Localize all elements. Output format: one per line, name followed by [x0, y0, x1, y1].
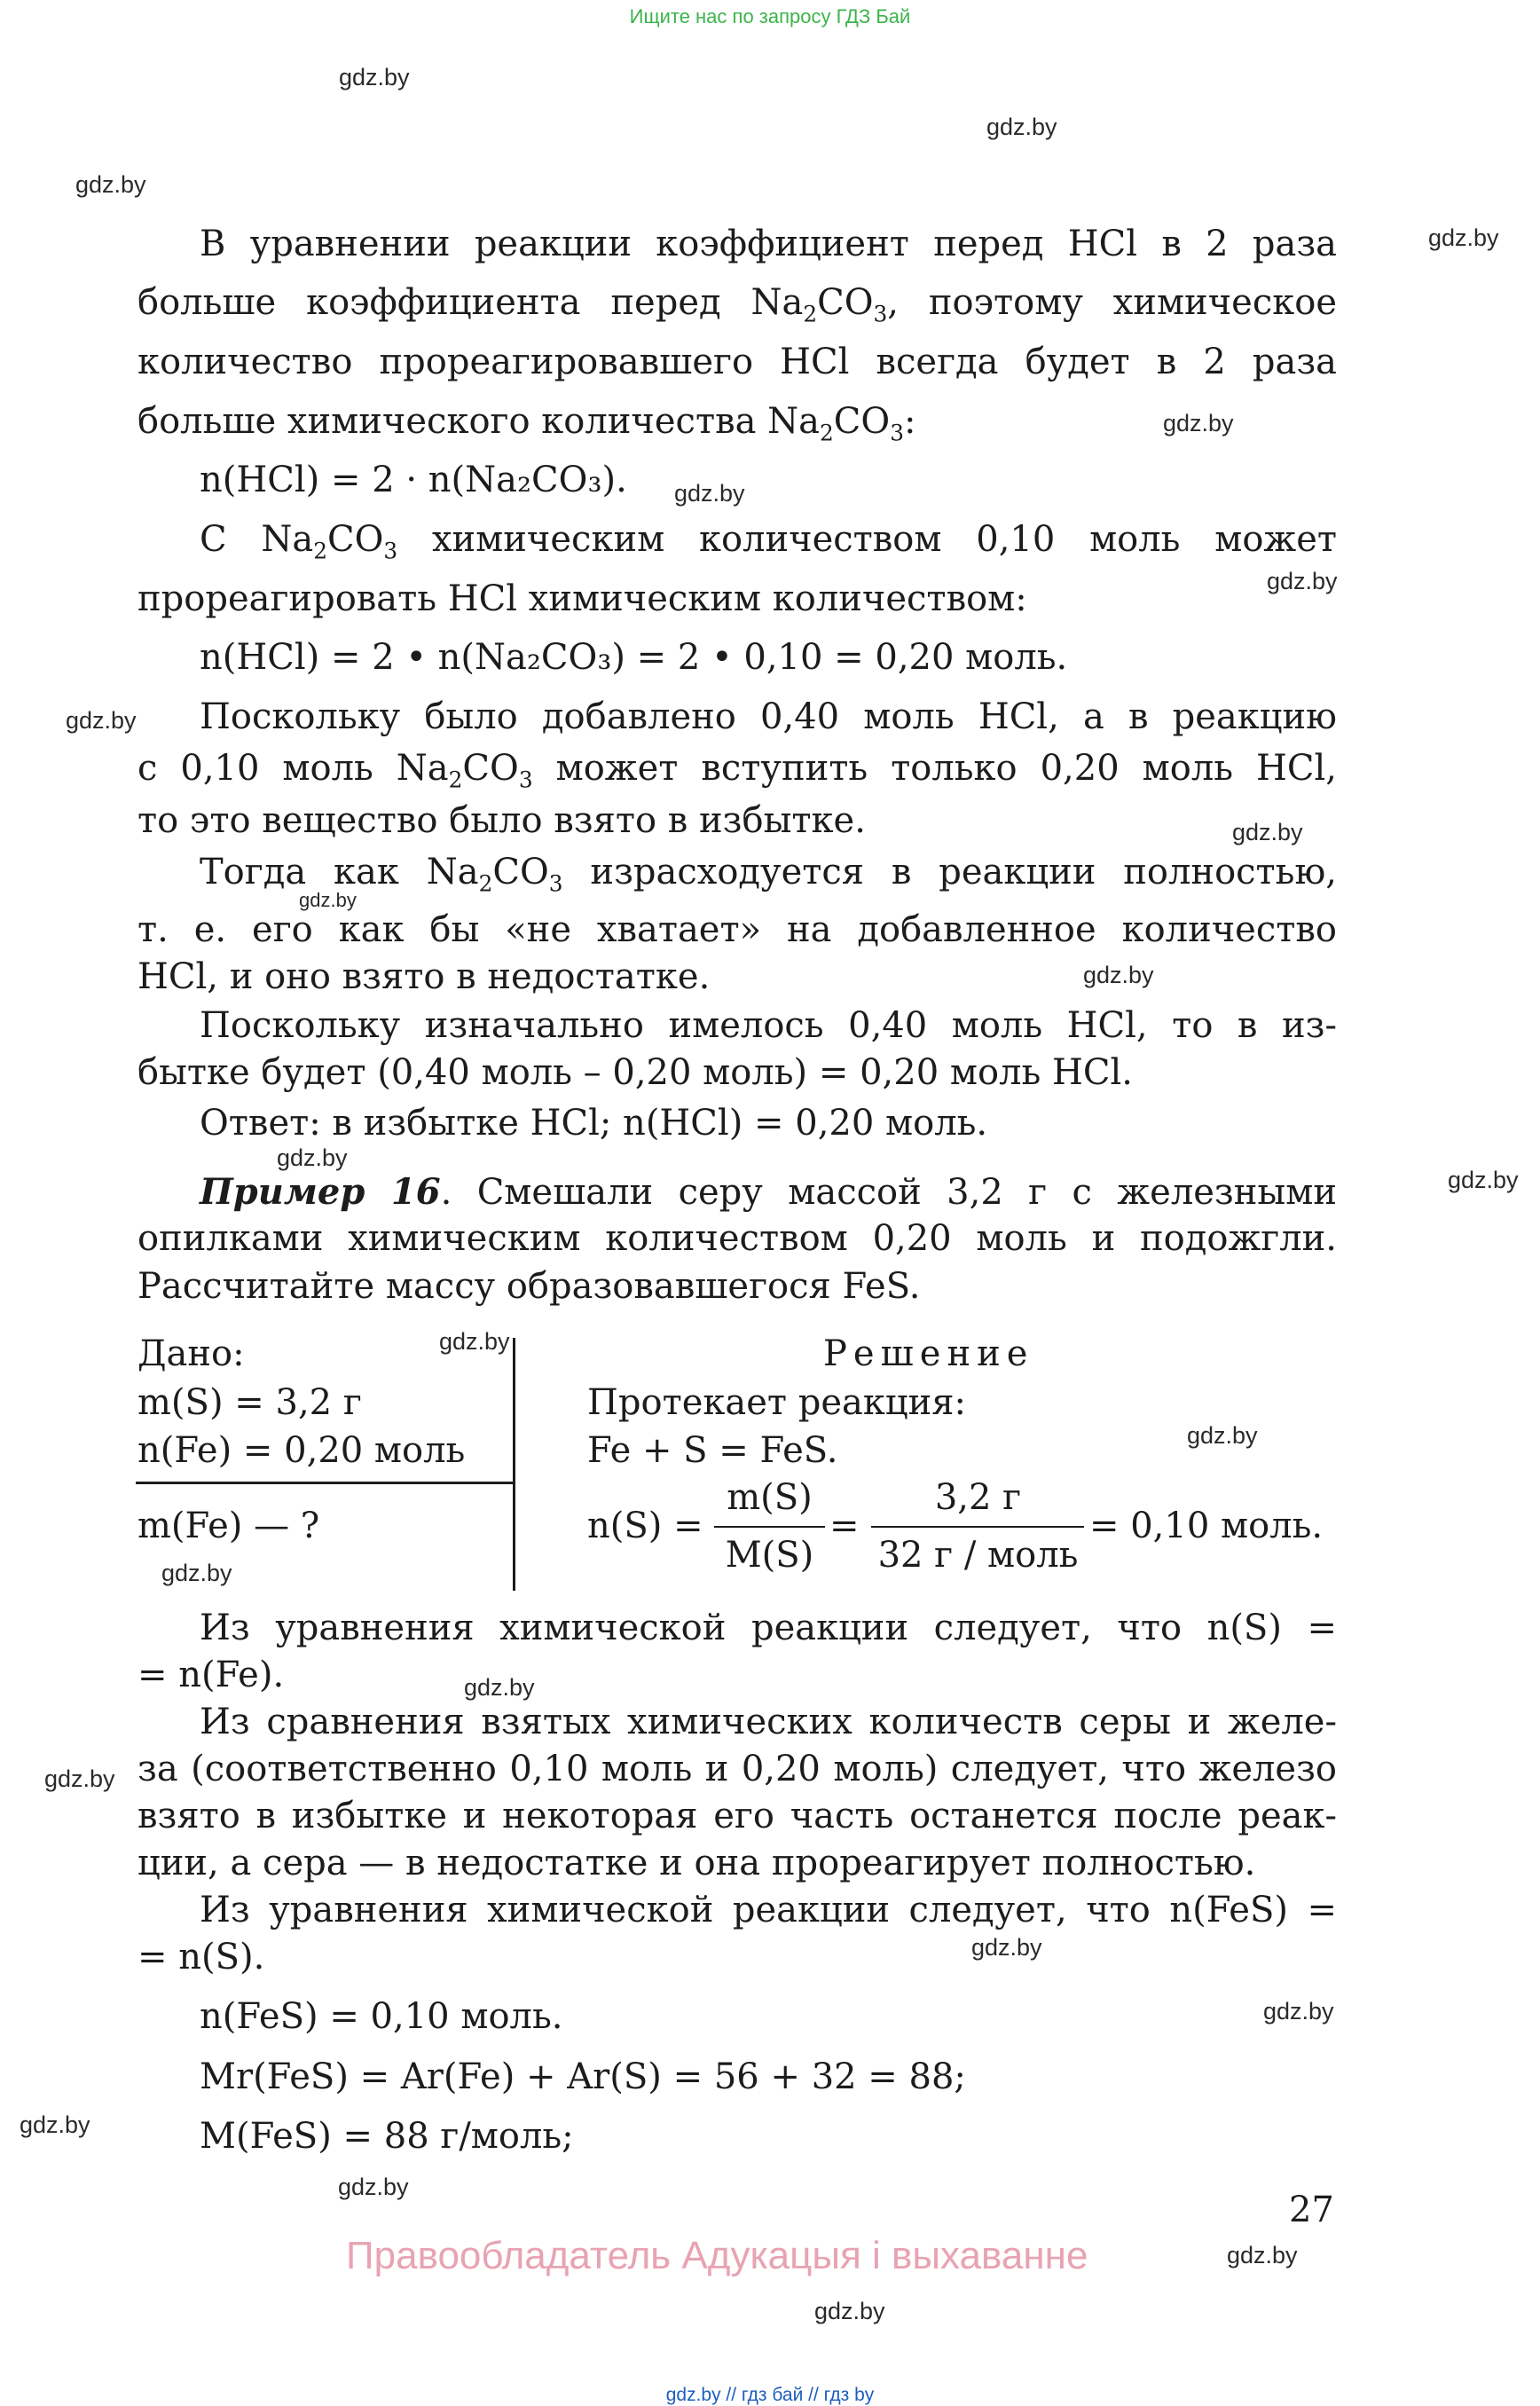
text-line: то это вещество было взято в избытке.: [138, 800, 866, 841]
text-line: = n(S).: [138, 1937, 265, 1977]
answer-line: Ответ: в избытке HCl; n(HCl) = 0,20 моль.: [200, 1103, 988, 1144]
fraction-numerator: m(S): [727, 1477, 813, 1518]
watermark: gdz.by: [1263, 1998, 1334, 2025]
watermark: gdz.by: [1267, 568, 1338, 594]
text-line: Поскольку изначально имелось 0,40 моль HCl, то в из-: [200, 1005, 1337, 1046]
watermark: gdz.by: [277, 1144, 348, 1171]
fraction-bar: [871, 1526, 1084, 1528]
page-number: 27: [1289, 2190, 1334, 2230]
watermark: gdz.by: [1448, 1167, 1519, 1193]
text-line: = n(Fe).: [138, 1655, 285, 1695]
text-line: с 0,10 моль $Na_2CO_3$ может вступить только 0,20 моль HCl,: [138, 748, 1337, 793]
text-line: опилками химическим количеством 0,20 моль и подожгли.: [138, 1218, 1337, 1259]
text-line: С $Na_2CO_3$ химическим количеством 0,10 моль может: [200, 519, 1337, 564]
text-line: Тогда как $Na_2CO_3$ израсходуется в реакции полностью,: [200, 852, 1337, 897]
formula: n(FeS) = 0,10 моль.: [200, 1996, 563, 2037]
find-value: m(Fe) — ?: [138, 1506, 320, 1546]
example-heading: Пример 16. Смешали серу массой 3,2 г с железными: [200, 1171, 1337, 1213]
solution-title: Решение: [823, 1333, 1034, 1374]
formula-lhs: n(S) =: [587, 1506, 703, 1546]
copyright-holder: Правообладатель Адукацыя і выхаванне: [346, 2234, 1088, 2277]
watermark: gdz.by: [66, 707, 137, 734]
given-divider: [136, 1482, 515, 1484]
text-line: больше коэффициента перед $Na_2CO_3$, поэтому химическое: [138, 282, 1337, 327]
formula-rhs: = 0,10 моль.: [1089, 1506, 1324, 1546]
text-line: Из уравнения химической реакции следует, что n(FeS) =: [200, 1890, 1337, 1930]
watermark: gdz.by: [75, 171, 146, 198]
watermark: gdz.by: [986, 114, 1057, 140]
fraction-denominator: M(S): [725, 1535, 814, 1576]
equals-sign: =: [829, 1506, 860, 1546]
formula: n(HCl) = 2 • n(Na₂CO₃) = 2 • 0,10 = 0,20 моль.: [200, 637, 1068, 678]
text-line: за (соответственно 0,10 моль и 0,20 моль) следует, что железо: [138, 1749, 1337, 1789]
fraction-bar: [714, 1526, 825, 1528]
watermark: gdz.by: [814, 2298, 885, 2324]
text-line: Рассчитайте массу образовавшегося FeS.: [138, 1266, 921, 1307]
watermark: gdz.by: [1227, 2242, 1298, 2268]
watermark: gdz.by: [971, 1934, 1042, 1961]
text-line: ции, а сера — в недостатке и она прореагирует полностью.: [138, 1843, 1256, 1883]
given-mass: m(S) = 3,2 г: [138, 1382, 362, 1423]
watermark: gdz.by: [1163, 410, 1234, 436]
formula: M(FeS) = 88 г/моль;: [200, 2116, 574, 2157]
watermark: gdz.by: [439, 1328, 510, 1355]
top-banner[interactable]: Ищите нас по запросу ГДЗ Бай: [629, 5, 911, 28]
watermark: gdz.by: [161, 1560, 232, 1586]
given-title: Дано:: [138, 1333, 245, 1374]
watermark: gdz.by: [20, 2111, 90, 2138]
fraction-denominator: 32 г / моль: [877, 1535, 1079, 1576]
text-line: прореагировать HCl химическим количеством:: [138, 578, 1027, 619]
text-line: HCl, и оно взято в недостатке.: [138, 956, 711, 997]
watermark: gdz.by: [1083, 962, 1154, 988]
bottom-links[interactable]: gdz.by // гдз бай // гдз by: [665, 2385, 875, 2405]
text-line: взято в избытке и некоторая его часть останется после реак-: [138, 1796, 1337, 1836]
watermark: gdz.by: [674, 480, 745, 507]
reaction-equation: Fe + S = FeS.: [587, 1430, 838, 1471]
text-line: количество прореагировавшего HCl всегда будет в 2 раза: [138, 342, 1337, 382]
given-amount: n(Fe) = 0,20 моль: [138, 1430, 466, 1471]
solution-line: Протекает реакция:: [587, 1382, 966, 1423]
watermark: gdz.by: [299, 889, 357, 911]
given-separator: [513, 1338, 515, 1591]
watermark: gdz.by: [339, 64, 410, 90]
text-line: бытке будет (0,40 моль – 0,20 моль) = 0,20 моль HCl.: [138, 1052, 1133, 1093]
formula: Mr(FeS) = Ar(Fe) + Ar(S) = 56 + 32 = 88;: [200, 2056, 966, 2097]
text-line: Из сравнения взятых химических количеств серы и желе-: [200, 1702, 1337, 1742]
watermark: gdz.by: [1187, 1422, 1258, 1449]
watermark: gdz.by: [1232, 819, 1303, 845]
text-line: т. е. его как бы «не хватает» на добавленное количество: [138, 909, 1337, 950]
watermark: gdz.by: [44, 1765, 115, 1792]
formula: n(HCl) = 2 · n(Na₂CO₃).: [200, 460, 627, 500]
text-line: Поскольку было добавлено 0,40 моль HCl, а в реакцию: [200, 696, 1337, 737]
watermark: gdz.by: [464, 1674, 535, 1701]
fraction-numerator: 3,2 г: [934, 1477, 1022, 1518]
text-line: больше химического количества $Na_2CO_3$:: [138, 401, 916, 446]
text-line: В уравнении реакции коэффициент перед HCl в 2 раза: [200, 224, 1337, 264]
text-line: Из уравнения химической реакции следует, что n(S) =: [200, 1608, 1337, 1648]
watermark: gdz.by: [338, 2174, 409, 2200]
watermark: gdz.by: [1428, 224, 1499, 251]
